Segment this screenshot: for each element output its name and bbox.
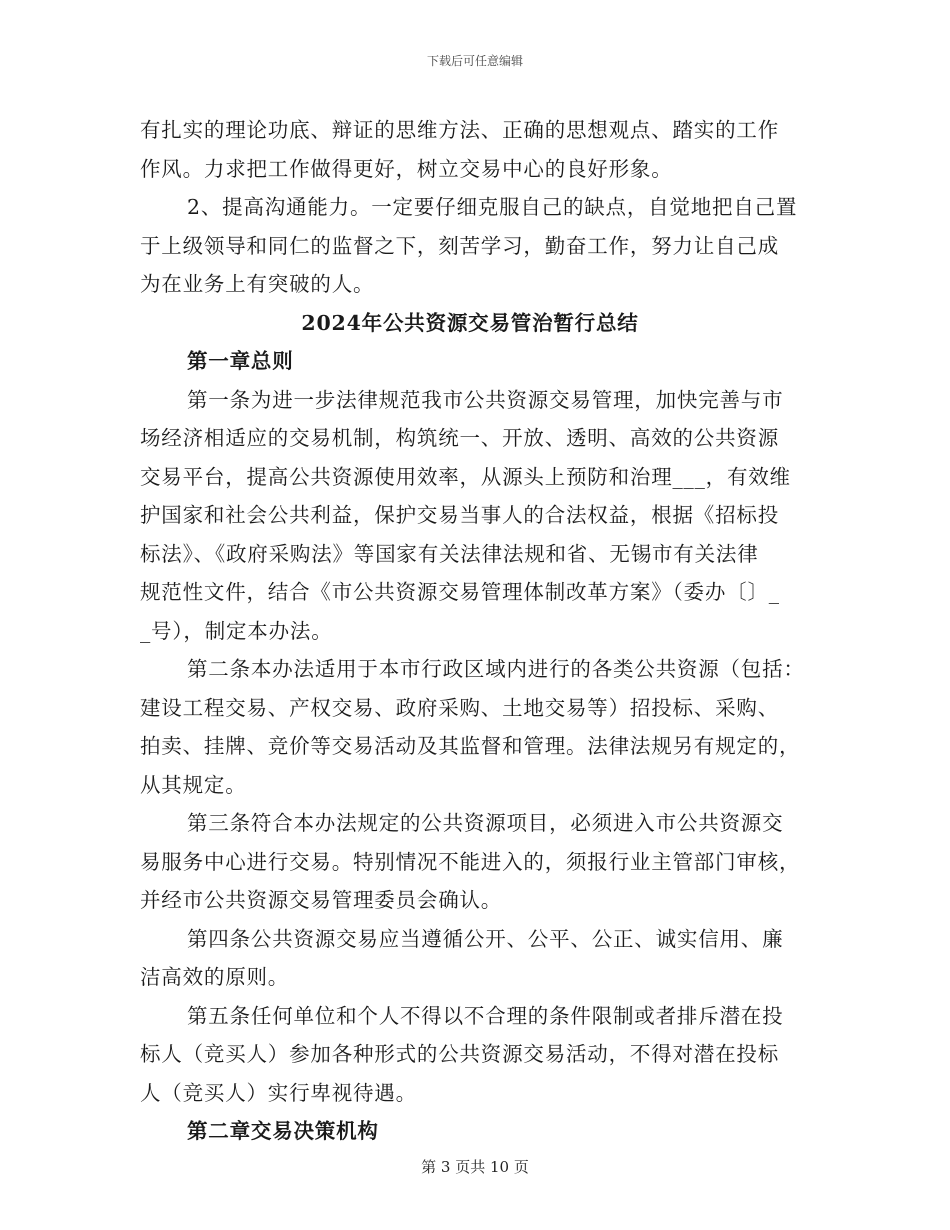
body-line: 作风。力求把工作做得更好，树立交易中心的良好形象。 bbox=[140, 156, 673, 181]
chapter-heading: 第一章总则 bbox=[187, 349, 294, 373]
body-line: 第四条公共资源交易应当遵循公开、公平、公正、诚实信用、廉 bbox=[187, 926, 784, 951]
body-line: 人（竞买人）实行卑视待遇。 bbox=[140, 1080, 417, 1105]
body-line: 护国家和社会公共利益，保护交易当事人的合法权益，根据《招标投 bbox=[140, 503, 779, 527]
body-line: 于上级领导和同仁的监督之下，刻苦学习，勤奋工作，努力让自己成 bbox=[140, 233, 779, 258]
body-line: 有扎实的理论功底、辩证的思维方法、正确的思想观点、踏实的工作 bbox=[140, 118, 779, 142]
section-title: 2024年公共资源交易管治暂行总结 bbox=[301, 310, 639, 335]
body-line: 第一条为进一步法律规范我市公共资源交易管理，加快完善与市 bbox=[187, 387, 784, 412]
body-line: 为在业务上有突破的人。 bbox=[140, 272, 375, 296]
chapter-heading: 第二章交易决策机构 bbox=[187, 1119, 379, 1143]
body-line: 并经市公共资源交易管理委员会确认。 bbox=[140, 888, 503, 912]
body-line: 易服务中心进行交易。特别情况不能进入的，须报行业主管部门审核， bbox=[140, 849, 801, 874]
body-line: 场经济相适应的交易机制，构筑统一、开放、透明、高效的公共资源 bbox=[140, 426, 779, 450]
body-line: 标法》、《政府采购法》等国家有关法律法规和省、无锡市有关法律 bbox=[140, 541, 759, 566]
body-line: 规范性文件，结合《市公共资源交易管理体制改革方案》（委办〔〕_ bbox=[140, 580, 780, 604]
body-line: 第二条本办法适用于本市行政区域内进行的各类公共资源（包括： bbox=[187, 657, 805, 681]
document-body bbox=[140, 111, 805, 1151]
body-line: 洁高效的原则。 bbox=[140, 965, 290, 989]
body-line: 第五条任何单位和个人不得以不合理的条件限制或者排斥潜在投 bbox=[187, 1003, 784, 1028]
body-line: _号），制定本办法。 bbox=[140, 618, 333, 643]
page-header: 下载后可任意编辑 bbox=[426, 54, 523, 68]
body-line: 2、提高沟通能力。一定要仔细克服自己的缺点，自觉地把自己置 bbox=[187, 195, 798, 219]
page-footer: 第 3 页共 10 页 bbox=[421, 1158, 529, 1176]
body-line: 从其规定。 bbox=[140, 772, 247, 797]
body-line: 建设工程交易、产权交易、政府采购、土地交易等）招投标、采购、 bbox=[140, 695, 779, 720]
body-line: 标人（竞买人）参加各种形式的公共资源交易活动，不得对潜在投标 bbox=[140, 1042, 779, 1066]
body-line: 第三条符合本办法规定的公共资源项目，必须进入市公共资源交 bbox=[187, 811, 784, 835]
body-line: 交易平台，提高公共资源使用效率，从源头上预防和治理___，有效维 bbox=[140, 464, 791, 489]
body-line: 拍卖、挂牌、竞价等交易活动及其监督和管理。法律法规另有规定的， bbox=[140, 734, 801, 758]
